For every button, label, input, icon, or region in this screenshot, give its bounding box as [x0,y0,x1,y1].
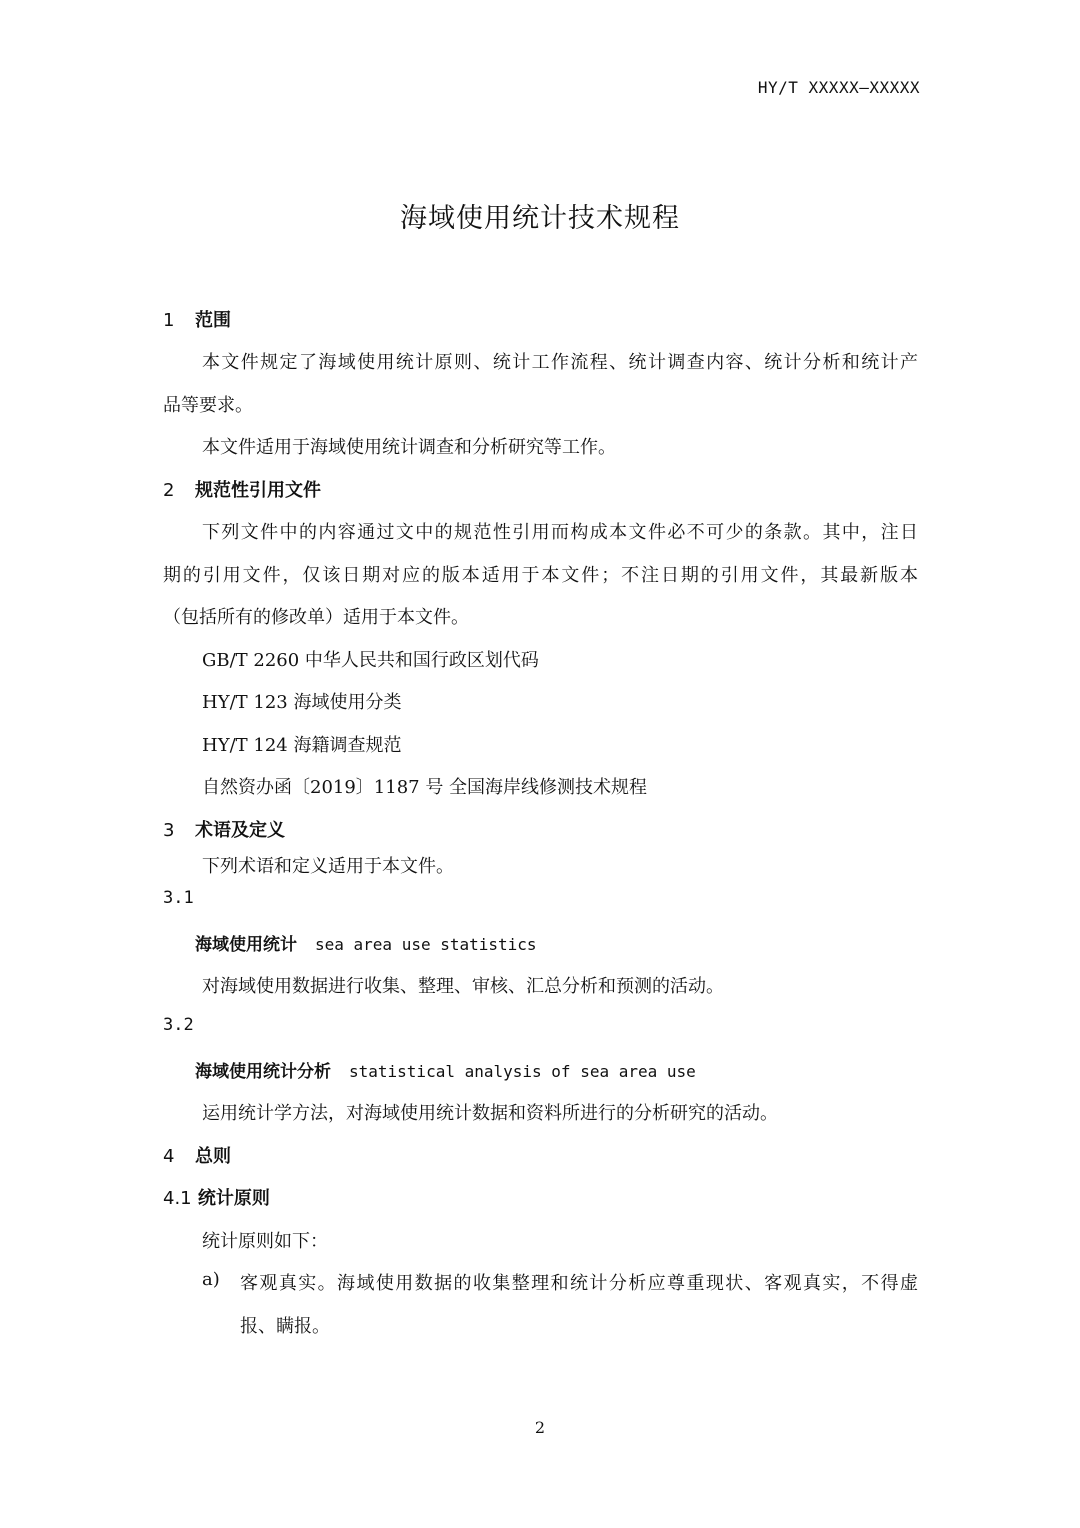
subsection-4-1-heading [163,1184,270,1210]
term-3-1-heading [195,930,537,955]
document-title: 海域使用统计技术规程 [400,203,680,234]
section-3-intro: 下列术语和定义适用于本文件。 [202,856,454,877]
reference-item: HY/T 124 海籍调查规范 [202,735,402,756]
section-4-title: 总则 [195,1146,231,1167]
section-2-para-line-1: 下列文件中的内容通过文中的规范性引用而构成本文件必不可少的条款。其中，注日 [202,522,918,543]
section-3-number: 3 [163,820,175,841]
section-2-para-line-2: 期的引用文件，仅该日期对应的版本适用于本文件；不注日期的引用文件，其最新版本 [163,565,918,586]
section-1-para-1-line-1: 本文件规定了海域使用统计原则、统计工作流程、统计调查内容、统计分析和统计产 [202,352,918,373]
list-item-a-marker: a) [202,1269,220,1290]
subsection-4-1-number: 4.1 [163,1188,192,1209]
term-3-2-definition: 运用统计学方法，对海域使用统计数据和资料所进行的分析研究的活动。 [202,1103,778,1124]
reference-item: HY/T 123 海域使用分类 [202,692,402,713]
term-3-1-english: sea area use statistics [315,935,537,954]
section-4-number: 4 [163,1146,175,1167]
term-3-2-heading [195,1057,696,1082]
page-number: 2 [534,1418,546,1437]
section-1-heading [163,306,231,332]
term-3-1-chinese: 海域使用统计 [195,935,297,955]
section-1-para-2: 本文件适用于海域使用统计调查和分析研究等工作。 [202,437,616,458]
section-2-para-line-3: （包括所有的修改单）适用于本文件。 [163,607,469,628]
list-item-a-line-1: 客观真实。海域使用数据的收集整理和统计分析应尊重现状、客观真实，不得虚 [240,1273,918,1294]
term-3-1-definition: 对海域使用数据进行收集、整理、审核、汇总分析和预测的活动。 [202,976,724,997]
section-1-title: 范围 [195,310,231,331]
term-3-1-number: 3.1 [163,888,194,908]
section-2-heading [163,476,321,502]
section-1-para-1-line-2: 品等要求。 [163,395,253,416]
term-3-2-number: 3.2 [163,1015,194,1035]
list-item-a-line-2: 报、瞒报。 [240,1316,330,1337]
section-1-number: 1 [163,310,175,331]
term-3-2-english: statistical analysis of sea area use [349,1062,696,1081]
section-4-heading [163,1142,231,1168]
section-3-heading [163,816,285,842]
section-2-number: 2 [163,480,175,501]
reference-item: GB/T 2260 中华人民共和国行政区划代码 [202,650,539,671]
subsection-4-1-title: 统计原则 [197,1188,270,1209]
reference-item: 自然资办函〔2019〕1187 号 全国海岸线修测技术规程 [202,777,648,798]
term-3-2-chinese: 海域使用统计分析 [195,1062,331,1082]
section-2-title: 规范性引用文件 [195,480,321,501]
standard-code: HY/T XXXXX—XXXXX [757,78,920,97]
section-3-title: 术语及定义 [195,820,285,841]
subsection-4-1-intro: 统计原则如下： [202,1231,328,1252]
